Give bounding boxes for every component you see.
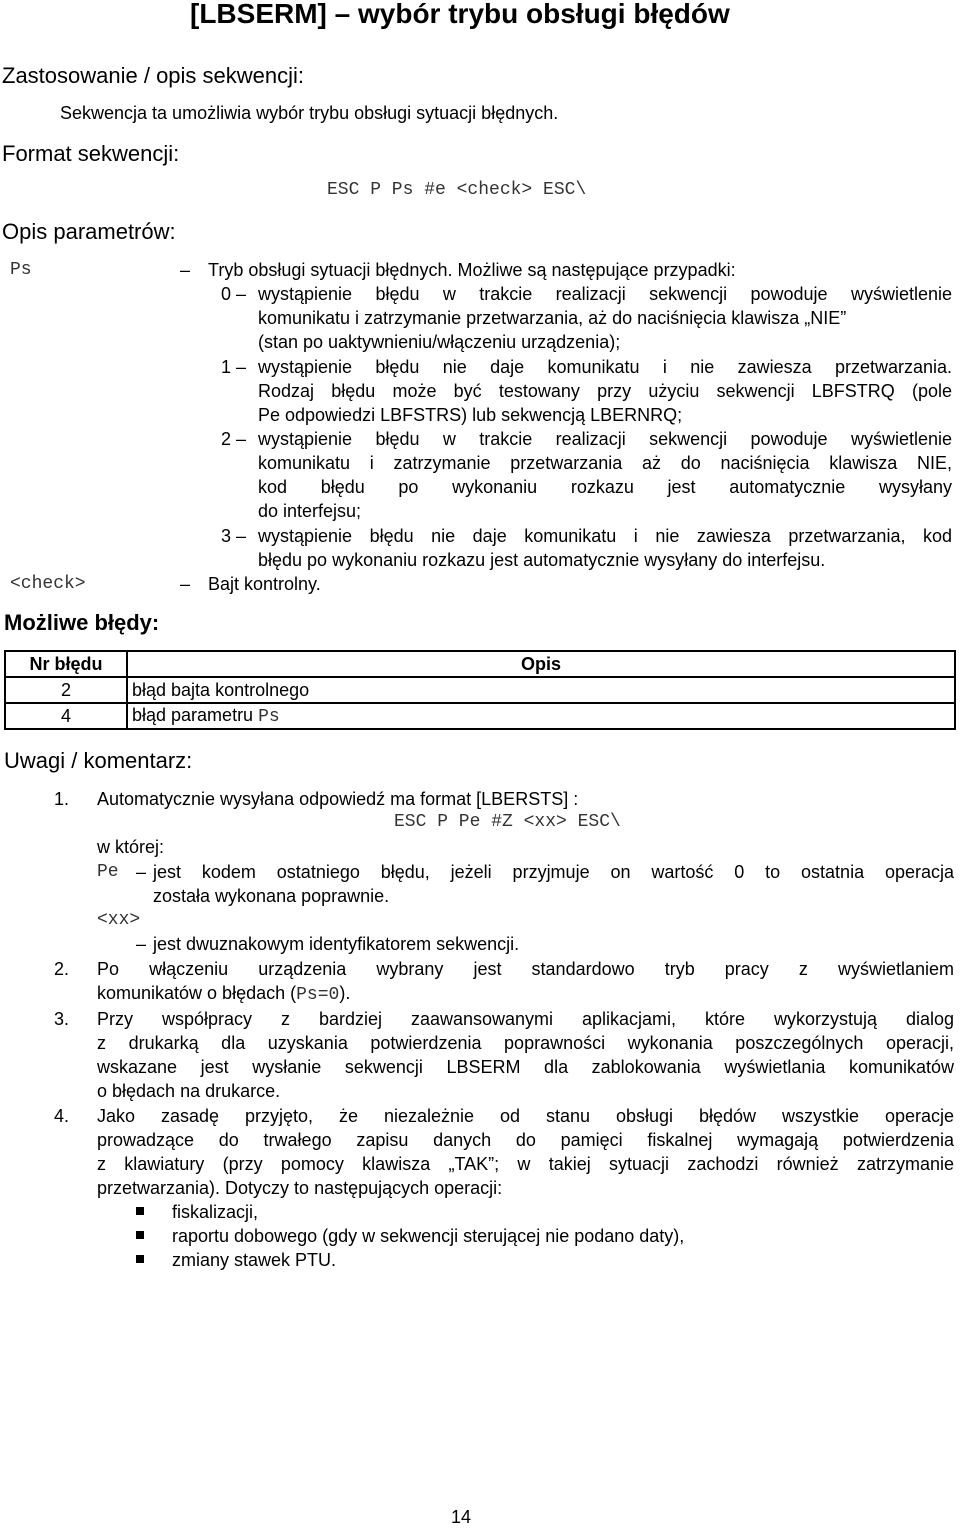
error-desc	[127, 703, 955, 729]
note-1-pe-name: Pe	[97, 862, 119, 882]
option-1-line-3: Pe odpowiedzi LBFSTRS) lub sekwencją LBERNRQ;	[258, 405, 683, 425]
param-check-desc: Bajt kontrolny.	[208, 574, 321, 594]
note-4-line-4: przetwarzania). Dotyczy to następujących operacji:	[97, 1178, 503, 1198]
option-3-number: 3	[221, 526, 232, 546]
table-row	[5, 703, 955, 729]
option-2-line-2: komunikatu i zatrzymanie przetwarzania aż do naciśnięcia klawisza NIE,	[258, 453, 952, 473]
note-2-line-2-text: komunikatów o błędach (	[97, 983, 297, 1003]
error-table-header-row	[5, 651, 955, 677]
option-2-line-3: kod błędu po wykonaniu rozkazu jest automatycznie wysyłany	[258, 477, 952, 497]
note-1-pe-line-1: jest kodem ostatniego błędu, jeżeli przyjmuje on wartość 0 to ostatnia operacja	[153, 862, 954, 882]
option-2-line-1: wystąpienie błędu w trakcie realizacji sekwencji powoduje wyświetlenie	[258, 429, 952, 449]
section-heading-application: Zastosowanie / opis sekwencji:	[2, 63, 305, 88]
description-text: Sekwencja ta umożliwia wybór trybu obsługi sytuacji błędnych.	[60, 103, 559, 123]
error-table-header-nr: Nr błędu	[5, 651, 127, 677]
option-1-line-2: Rodzaj błędu może być testowany przy użyciu sekwencji LBFSTRQ (pole	[258, 381, 952, 401]
section-heading-params: Opis parametrów:	[2, 219, 176, 244]
note-3-number: 3.	[54, 1009, 70, 1029]
note-1-where: w której:	[97, 837, 165, 857]
note-4-number: 4.	[54, 1106, 70, 1126]
error-desc-text: błąd bajta kontrolnego	[132, 680, 310, 700]
section-heading-format: Format sekwencji:	[2, 141, 180, 166]
note-1-number: 1.	[54, 789, 70, 809]
error-nr: 4	[5, 703, 127, 729]
param-ps-intro: Tryb obsługi sytuacji błędnych. Możliwe są następujące przypadki:	[208, 260, 736, 280]
option-2-dash: –	[236, 429, 247, 449]
option-0-number: 0	[221, 284, 232, 304]
bullet-icon	[136, 1231, 144, 1239]
note-2-line-1: Po włączeniu urządzenia wybrany jest standardowo tryb pracy z wyświetlaniem	[97, 959, 954, 979]
section-heading-notes: Uwagi / komentarz:	[4, 748, 193, 773]
sequence-format: ESC P Ps #e <check> ESC\	[327, 180, 587, 200]
option-2-number: 2	[221, 429, 232, 449]
note-2-line-2-end: ).	[339, 983, 351, 1003]
error-desc	[127, 677, 955, 703]
bullet-icon	[136, 1207, 144, 1215]
option-3-dash: –	[236, 526, 247, 546]
option-0-line-2: komunikatu i zatrzymanie przetwarzania, aż do naciśnięcia klawisza „NIE”	[258, 308, 847, 328]
option-3-line-1: wystąpienie błędu nie daje komunikatu i nie zawiesza przetwarzania, kod	[258, 526, 952, 546]
list-item: raportu dobowego (gdy w sekwencji sterującej nie podano daty),	[172, 1226, 685, 1246]
note-3-line-1: Przy współpracy z bardziej zaawansowanymi aplikacjami, które wykorzystują dialog	[97, 1009, 954, 1029]
option-2-line-4: do interfejsu;	[258, 501, 362, 521]
error-table	[4, 650, 956, 730]
page-title: [LBSERM] – wybór trybu obsługi błędów	[190, 0, 730, 29]
note-4-line-3: z klawiatury (przy pomocy klawisza „TAK”; w takiej sytuacji zachodzi również zatrzymanie	[97, 1154, 954, 1174]
note-1-text: Automatycznie wysyłana odpowiedź ma format [LBERSTS] :	[97, 789, 579, 809]
param-check-name: <check>	[10, 574, 86, 594]
option-3-line-2: błędu po wykonaniu rozkazu jest automatycznie wysyłany do interfejsu.	[258, 550, 826, 570]
section-heading-errors: Możliwe błędy:	[4, 610, 160, 635]
note-1-pe-dash: –	[136, 862, 147, 882]
note-1-xx-name: <xx>	[97, 910, 141, 930]
note-4-line-2: prowadzące do trwałego zapisu danych do pamięci fiskalnej wymagają potwierdzenia	[97, 1130, 954, 1150]
error-desc-text: błąd parametru	[132, 705, 259, 725]
option-0-dash: –	[236, 284, 247, 304]
list-item: zmiany stawek PTU.	[172, 1250, 337, 1270]
note-2-line-2	[97, 981, 350, 1007]
note-1-xx-dash: –	[136, 934, 147, 954]
note-2-line-2-code: Ps=0	[296, 985, 340, 1005]
note-1-xx-line-1: jest dwuznakowym identyfikatorem sekwencji.	[153, 934, 520, 954]
option-1-dash: –	[236, 357, 247, 377]
page-number: 14	[451, 1507, 472, 1527]
error-desc-code: Ps	[258, 707, 280, 727]
note-4-line-1: Jako zasadę przyjęto, że niezależnie od stanu obsługi błędów wszystkie operacje	[97, 1106, 954, 1126]
list-item: fiskalizacji,	[172, 1202, 259, 1222]
error-nr: 2	[5, 677, 127, 703]
table-row	[5, 677, 955, 703]
note-1-pe-line-2: została wykonana poprawnie.	[153, 886, 390, 906]
note-3-line-4: o błędach na drukarce.	[97, 1081, 281, 1101]
param-check-dash: –	[180, 574, 191, 594]
option-0-line-1: wystąpienie błędu w trakcie realizacji sekwencji powoduje wyświetlenie	[258, 284, 952, 304]
note-2-number: 2.	[54, 959, 70, 979]
error-table-header-desc: Opis	[127, 651, 955, 677]
bullet-icon	[136, 1255, 144, 1263]
note-1-format: ESC P Pe #Z <xx> ESC\	[394, 812, 621, 832]
param-ps-dash: –	[180, 260, 191, 280]
option-0-line-3: (stan po uaktywnieniu/włączeniu urządzenia);	[258, 332, 621, 352]
param-ps-name: Ps	[10, 260, 32, 280]
note-3-line-2: z drukarką dla uzyskania potwierdzenia poprawności wykonania poszczególnych operacji,	[97, 1033, 954, 1053]
note-3-line-3: wskazane jest wysłanie sekwencji LBSERM dla zablokowania wyświetlania komunikatów	[97, 1057, 954, 1077]
option-1-line-1: wystąpienie błędu nie daje komunikatu i nie zawiesza przetwarzania.	[258, 357, 952, 377]
option-1-number: 1	[221, 357, 232, 377]
